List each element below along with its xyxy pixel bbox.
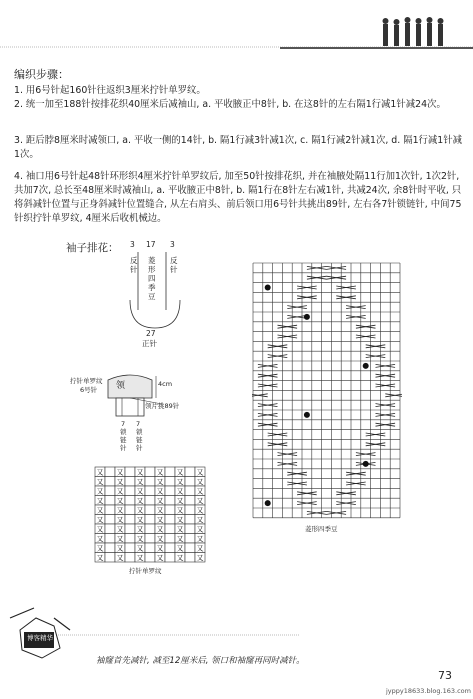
rib-cell xyxy=(165,505,175,515)
rib-symbol: 又 xyxy=(136,487,144,496)
rib-symbol: 又 xyxy=(96,497,104,505)
rib-cell xyxy=(125,515,135,525)
rib-cell xyxy=(185,477,195,487)
badge-text: 博客精华 xyxy=(27,634,53,642)
rib-symbol: 又 xyxy=(176,516,184,524)
rib-cell xyxy=(165,486,175,496)
rib-cell xyxy=(165,543,175,553)
rib-symbol: 又 xyxy=(136,525,144,534)
center-label: 菱形四季豆 xyxy=(148,256,156,301)
rib-cell xyxy=(165,534,175,544)
rib-symbol: 又 xyxy=(156,554,164,562)
bobble-dot xyxy=(304,314,310,320)
page-number: 73 xyxy=(438,669,452,682)
rib-cell xyxy=(185,534,195,544)
rib-cell xyxy=(105,524,115,534)
rib-symbol: 又 xyxy=(116,544,124,553)
rib-cell xyxy=(125,467,135,477)
rib-cell xyxy=(125,553,135,563)
collar-word: 领 xyxy=(116,381,126,391)
rib-cell xyxy=(165,553,175,563)
bobble-dot xyxy=(265,500,271,506)
bottom-count: 27 xyxy=(146,329,156,338)
rib-cell xyxy=(145,515,155,525)
rib-cell xyxy=(105,477,115,487)
sleeve-pattern-title: 袖子排花： xyxy=(66,242,119,254)
rib-symbol: 又 xyxy=(136,506,144,515)
left-label: 反针 xyxy=(130,256,138,274)
rib-symbol: 又 xyxy=(96,544,104,553)
rib-cell xyxy=(185,553,195,563)
needle-label: 6号针 xyxy=(80,386,98,394)
rib-symbol: 又 xyxy=(156,468,164,477)
rib-symbol: 又 xyxy=(136,497,144,505)
step-3: 3. 距后脖8厘米时减领口, a. 平收一侧的14针, b. 隔1行减3针减1次, c. 隔1行减2针减1次, d. 隔1行减1针减1次。 xyxy=(14,135,463,160)
rib-symbol: 又 xyxy=(156,478,164,486)
diamond-chart xyxy=(252,262,402,520)
rib-symbol: 又 xyxy=(196,506,204,515)
rib-cell xyxy=(185,515,195,525)
rib-cell xyxy=(145,477,155,487)
rib-cell xyxy=(145,543,155,553)
chain-left-label: 锁链针 xyxy=(120,428,127,452)
rib-cell xyxy=(105,486,115,496)
step-4: 4. 袖口用6号针起48针环形织4厘米拧针单罗纹后, 加至50针按排花织, 并在袖腋处隔11行加1次针, 1次2针, 共加7次, 总长至48厘米时减袖山, a. 平收腋正中8针, b. 隔1行在8针左右减1针, 共减24次, 余8针时平收, 只将斜减针位置与正身斜减针位置缝合, 从左右肩头、前后领口用6号针共挑出89针, 左右各7针锁链针, 中间75针织拧针单罗纹, 4厘米后收机械边。 xyxy=(14,171,462,224)
rib-symbol: 又 xyxy=(176,554,184,562)
badge-icon xyxy=(10,608,70,658)
rib-symbol: 又 xyxy=(156,487,164,496)
rib-symbol: 又 xyxy=(176,478,184,486)
rib-symbol: 又 xyxy=(176,497,184,505)
rib-symbol: 又 xyxy=(196,516,204,524)
bobble-dot xyxy=(363,363,369,369)
people-silhouettes-icon xyxy=(383,17,444,46)
rib-cell xyxy=(105,505,115,515)
rib-symbol: 又 xyxy=(196,535,204,543)
rib-symbol: 又 xyxy=(96,525,104,534)
rib-cell xyxy=(165,524,175,534)
rib-symbol: 又 xyxy=(96,487,104,496)
rib-symbol: 又 xyxy=(156,544,164,553)
rib-symbol: 又 xyxy=(196,487,204,496)
rib-cell xyxy=(145,534,155,544)
bobble-dot xyxy=(265,285,271,291)
rib-cell xyxy=(125,477,135,487)
rib-cell xyxy=(125,505,135,515)
rib-symbol: 又 xyxy=(136,535,144,543)
depth-label: 4cm xyxy=(158,380,173,388)
count-right: 3 xyxy=(170,240,175,249)
rib-chart xyxy=(94,466,208,563)
rib-symbol: 又 xyxy=(156,497,164,505)
rib-symbol: 又 xyxy=(116,506,124,515)
rib-symbol: 又 xyxy=(116,535,124,543)
rib-symbol: 又 xyxy=(116,497,124,505)
rib-cell xyxy=(185,505,195,515)
rib-cell xyxy=(165,496,175,506)
rib-chart-caption: 拧针单罗纹 xyxy=(129,567,162,575)
chain-count-right: 7 xyxy=(136,420,141,428)
rib-symbol: 又 xyxy=(196,554,204,562)
right-label: 反针 xyxy=(170,256,178,274)
rib-cell xyxy=(165,515,175,525)
rib-symbol: 又 xyxy=(96,516,104,524)
rib-symbol: 又 xyxy=(156,506,164,515)
rib-cell xyxy=(105,496,115,506)
rib-symbol: 又 xyxy=(176,535,184,543)
rib-cell xyxy=(125,496,135,506)
rib-symbol: 又 xyxy=(196,525,204,534)
rib-cell xyxy=(125,534,135,544)
rib-cell xyxy=(125,543,135,553)
count-center: 17 xyxy=(146,240,156,249)
rib-symbol: 又 xyxy=(176,468,184,477)
rib-cell xyxy=(105,543,115,553)
rib-cell xyxy=(145,496,155,506)
rib-cell xyxy=(165,467,175,477)
chain-right-label: 锁链针 xyxy=(136,428,143,452)
rib-cell xyxy=(145,524,155,534)
rib-symbol: 又 xyxy=(136,554,144,562)
bobble-dot xyxy=(304,412,310,418)
rib-symbol: 又 xyxy=(196,478,204,486)
rib-symbol: 又 xyxy=(176,525,184,534)
rib-symbol: 又 xyxy=(156,535,164,543)
rib-symbol: 又 xyxy=(196,497,204,505)
rib-cell xyxy=(145,467,155,477)
rib-cell xyxy=(145,553,155,563)
rib-symbol: 又 xyxy=(116,516,124,524)
sleeve-bracket xyxy=(120,250,190,340)
rib-symbol: 又 xyxy=(116,478,124,486)
rib-cell xyxy=(105,534,115,544)
step-2: 2. 统一加至188针按排花织40厘米后减袖山, a. 平收腋正中8针, b. 在这8针的左右隔1行减1针减24次。 xyxy=(14,99,446,110)
rib-symbol: 又 xyxy=(176,544,184,553)
rib-cell xyxy=(185,467,195,477)
rib-cell xyxy=(105,515,115,525)
diamond-chart-caption: 菱形四季豆 xyxy=(305,525,338,533)
rib-cell xyxy=(185,496,195,506)
bobble-dot xyxy=(363,461,369,467)
rib-symbol: 又 xyxy=(116,554,124,562)
rib-cell xyxy=(185,486,195,496)
rib-cell xyxy=(105,467,115,477)
rib-symbol: 又 xyxy=(136,468,144,477)
rib-symbol: 又 xyxy=(156,525,164,534)
chain-count-left: 7 xyxy=(121,420,126,428)
rib-symbol: 又 xyxy=(96,535,104,543)
rib-symbol: 又 xyxy=(116,487,124,496)
rib-cell xyxy=(145,505,155,515)
rib-symbol: 又 xyxy=(156,516,164,524)
pickup-label: 领片挑89针 xyxy=(145,402,180,410)
steps-heading: 编织步骤： xyxy=(14,68,69,81)
rib-cell xyxy=(145,486,155,496)
rib-symbol: 又 xyxy=(176,487,184,496)
note-text: 袖窿首先减针, 减至12厘米后, 领口和袖窿再同时减针。 xyxy=(96,656,305,666)
header-band xyxy=(0,0,473,62)
rib-symbol: 又 xyxy=(96,468,104,477)
rib-symbol: 又 xyxy=(196,468,204,477)
rib-cell xyxy=(125,486,135,496)
bottom-label: 正针 xyxy=(142,339,157,348)
rib-cell xyxy=(165,477,175,487)
rib-cell xyxy=(185,524,195,534)
blog-url: jyppy18633.blog.163.com xyxy=(386,687,471,695)
rib-symbol: 又 xyxy=(96,478,104,486)
rib-symbol: 又 xyxy=(136,478,144,486)
rib-symbol: 又 xyxy=(176,506,184,515)
count-left: 3 xyxy=(130,240,135,249)
rib-label: 拧针单罗纹 xyxy=(70,377,103,385)
rib-symbol: 又 xyxy=(96,554,104,562)
step-1: 1. 用6号针起160针往返织3厘米拧针单罗纹。 xyxy=(14,85,206,96)
rib-symbol: 又 xyxy=(196,544,204,553)
rib-symbol: 又 xyxy=(136,516,144,524)
rib-cell xyxy=(105,553,115,563)
rib-symbol: 又 xyxy=(136,544,144,553)
rib-symbol: 又 xyxy=(116,525,124,534)
rib-cell xyxy=(185,543,195,553)
rib-symbol: 又 xyxy=(96,506,104,515)
collar-shape xyxy=(100,368,180,428)
rib-cell xyxy=(125,524,135,534)
rib-symbol: 又 xyxy=(116,468,124,477)
